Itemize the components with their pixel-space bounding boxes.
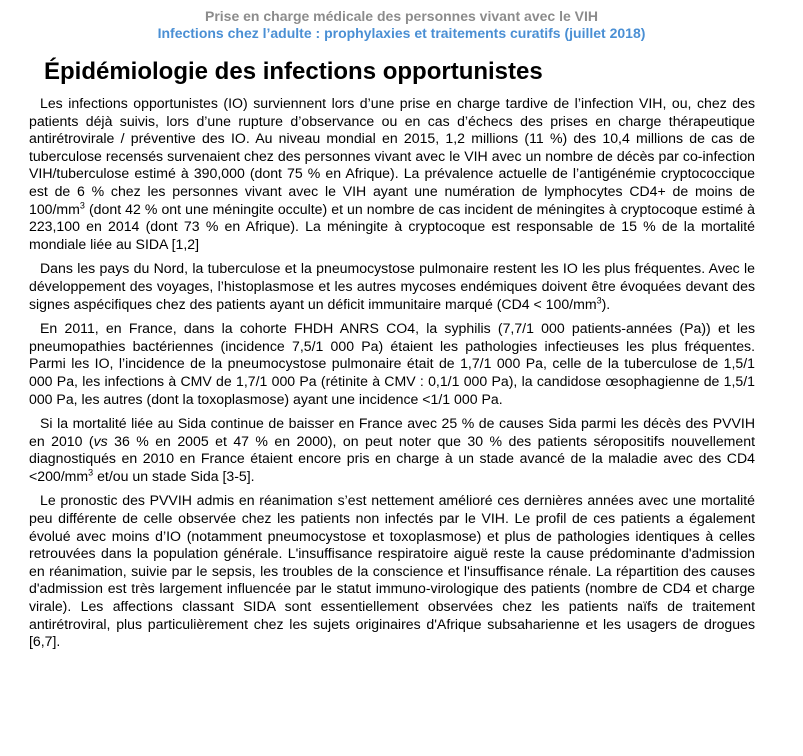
paragraph-mortality [29,415,755,485]
section-body [29,95,755,658]
p1-text-b: (dont 42 % ont une méningite occulte) et un nombre de cas incident de méningites à cryptocoque estimé à 223,100 en 2014 (dont 73 % en Afrique). La méningite à cryptocoque est responsable de 15 % de la mortalité mondiale liée au SIDA [1,2] [29,200,755,252]
paragraph-intensive-care: Le pronostic des PVVIH admis en réanimation s’est nettement amélioré ces dernières années avec une mortalité peu différente de celle observée chez les patients non infectés par le VIH. Le profil de ces patients a également évolué avec moins d’IO (notamment pneumocystose et toxoplasmose) et plus de pathologies identiques à celles retrouvées dans la population générale. L'insuffisance respiratoire aiguë reste la cause prédominante d'admission en réanimation, suivie par le sepsis, les troubles de la conscience et l'insuffisance rénale. La répartition des causes d'admission est très largement influencée par le statut immuno-virologique des patients (nombre de CD4 et charge virale). Les affections classant SIDA sont essentiellement observées chez les patients naïfs de traitement antirétroviral, plus particulièrement chez les sujets originaires d'Afrique subsaharienne et les usagers de drogues [6,7]. [29,492,755,650]
p4-text-a: Si la mortalité liée au Sida continue de baisser en France avec 25 % de causes Sida parmi les décès des PVVIH en 2010 ( [29,415,755,449]
p4-text-b: 36 % en 2005 et 47 % en 2000), on peut noter que 30 % des patients séropositifs nouvellement diagnostiqués en 2010 en France étaient encore pris en charge à un stade avancé de la maladie avec des CD4 <200/mm [29,432,756,484]
p2-superscript: 3 [596,294,602,305]
section-title: Épidémiologie des infections opportunistes [44,58,543,85]
document-header-subtitle: Infections chez l’adulte : prophylaxies et traitements curatifs (juillet 2018) [157,25,646,41]
p4-text-c: et/ou un stade Sida [3-5]. [93,467,255,484]
p4-vs-italic: vs [93,432,108,449]
p1-text-a: Les infections opportunistes (IO) surviennent lors d’une prise en charge tardive de l’infection VIH, ou, chez des patients déjà suivis, lors d’une rupture d’observance ou en cas d’échecs des prises en charge thérapeutique antirétrovirale / préventive des IO. Au niveau mondial en 2015, 1,2 millions (11 %) des 10,4 millions de cas de tuberculose recensés survenaient chez des personnes vivant avec le VIH avec un nombre de décès par co-infection VIH/tuberculose estimé à 390,000 (dont 75 % en Afrique). La prévalence actuelle de l’antigénémie cryptococcique est de 6 % chez les personnes vivant avec le VIH ayant une numération de lymphocytes CD4+ de moins de 100/mm [29,95,755,217]
p1-superscript: 3 [79,199,85,210]
p2-text-b: ). [601,295,611,312]
document-header-title: Prise en charge médicale des personnes vivant avec le VIH [205,8,598,24]
paragraph-epidemiology-global [29,95,755,253]
p2-text-a: Dans les pays du Nord, la tuberculose et la pneumocystose pulmonaire restent les IO les plus fréquentes. Avec le développement des voyages, l’histoplasmose et les autres mycoses endémiques doivent être évoquées devant des signes aspécifiques chez des patients ayant un déficit immunitaire marqué (CD4 < 100/mm [29,260,755,312]
paragraph-northern-countries [29,260,755,313]
p4-superscript: 3 [88,467,94,478]
paragraph-france-2011: En 2011, en France, dans la cohorte FHDH ANRS CO4, la syphilis (7,7/1 000 patients-années (Pa)) et les pneumopathies bactériennes (incidence 7,5/1 000 Pa) étaient les pathologies infectieuses les plus fréquentes. Parmi les IO, l’incidence de la pneumocystose pulmonaire était de 1,7/1 000 Pa, celle de la tuberculose de 1,5/1 000 Pa, les infections à CMV de 1,7/1 000 Pa (rétinite à CMV : 0,1/1 000 Pa), la candidose œsophagienne de 1,5/1 000 Pa, les autres (dont la toxoplasmose) ayant une incidence <1/1 000 Pa. [29,320,755,407]
